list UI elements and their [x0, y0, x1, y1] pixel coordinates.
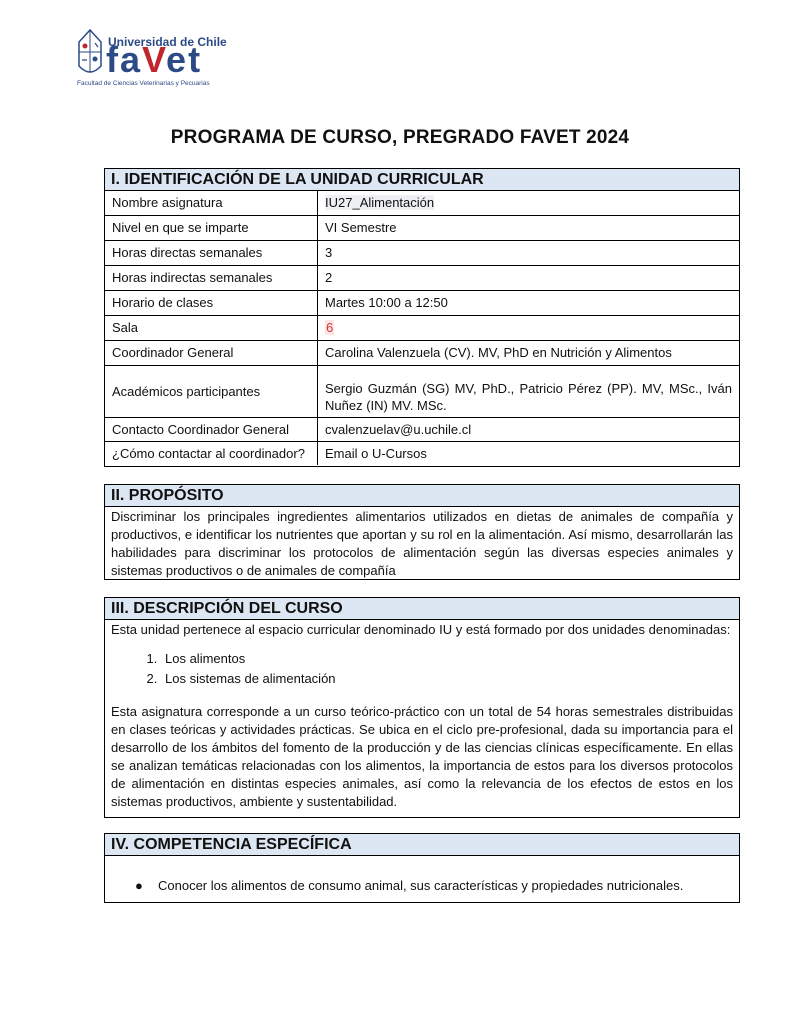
row-label: Coordinador General [105, 340, 318, 365]
description-detail: Esta asignatura corresponde a un curso teórico-práctico con un total de 54 horas semestrales distribuidas en clases teóricas y actividades prácticas. Se ubica en el ciclo pre-profesional, dada su importancia para el desarrollo de los ámbitos del fomento de la producción y de las ciencias clínicas específicamente. En ellas se analizan temáticas relacionadas con los alimentos, la importancia de estos para los diversos protocolos de alimentación en distintas especies animales, así como la relevancia de los efectos de estos en los sistemas productivos, ambiente y sustentabilidad. [111, 704, 733, 809]
room-value: 6 [326, 320, 334, 335]
row-value: VI Semestre [318, 215, 740, 240]
identification-section [104, 168, 740, 467]
course-name-value: IU27_Alimentación [325, 195, 435, 211]
table-row [105, 340, 739, 365]
row-label: Contacto Coordinador General [105, 417, 318, 441]
row-value: 2 [318, 265, 740, 290]
logo-brand-start: fa [106, 39, 143, 80]
competence-text: Conocer los alimentos de consumo animal, sus características y propiedades nutricionales. [158, 878, 684, 893]
university-crest-icon [77, 28, 103, 80]
list-item: 2. Los sistemas de alimentación [161, 669, 733, 689]
row-value: Carolina Valenzuela (CV). MV, PhD en Nutrición y Alimentos [318, 340, 740, 365]
row-label: Nivel en que se imparte [105, 215, 318, 240]
university-logo [77, 28, 237, 90]
description-intro: Esta unidad pertenece al espacio curricular denominado IU y está formado por dos unidades denominadas: [111, 622, 731, 637]
table-row [105, 191, 739, 215]
row-label: Nombre asignatura [105, 191, 318, 215]
row-label: ¿Cómo contactar al coordinador? [105, 441, 318, 465]
competence-section [104, 833, 740, 903]
identification-heading: I. IDENTIFICACIÓN DE LA UNIDAD CURRICULAR [105, 169, 739, 191]
table-row [105, 441, 739, 465]
row-label: Académicos participantes [105, 365, 318, 417]
row-label: Horario de clases [105, 290, 318, 315]
competence-list [105, 877, 739, 895]
table-row [105, 290, 739, 315]
row-value: Email o U-Cursos [318, 441, 740, 465]
units-list [111, 649, 733, 689]
row-label: Sala [105, 315, 318, 340]
list-item: 1. Los alimentos [161, 649, 733, 669]
row-value: cvalenzuelav@u.uchile.cl [318, 417, 740, 441]
table-row [105, 315, 739, 340]
row-value: Sergio Guzmán (SG) MV, PhD., Patricio Pérez (PP). MV, MSc., Iván Nuñez (IN) MV. MSc. [318, 365, 740, 417]
list-item [105, 877, 739, 895]
description-content [105, 620, 739, 814]
logo-university-name: Universidad de Chile [108, 35, 227, 49]
competence-heading: IV. COMPETENCIA ESPECÍFICA [105, 834, 739, 856]
bullet-icon: ● [135, 878, 143, 893]
table-row [105, 417, 739, 441]
table-row [105, 215, 739, 240]
row-label: Horas directas semanales [105, 240, 318, 265]
description-section [104, 597, 740, 818]
row-value: 3 [318, 240, 740, 265]
row-value [318, 315, 740, 340]
purpose-text: Discriminar los principales ingredientes alimentarios utilizados en dietas de animales de compañía y productivos, e identificar los nutrientes que aportan y su rol en la alimentación. Así mismo, desarrollarán las habilidades para discriminar los protocolos de alimentación según las diversas especies animales y sistemas productivos o de animales de compañía [111, 509, 733, 578]
identification-table [105, 191, 739, 465]
page-title: PROGRAMA DE CURSO, PREGRADO FAVET 2024 [170, 127, 630, 148]
row-value [318, 191, 740, 215]
row-value: Martes 10:00 a 12:50 [318, 290, 740, 315]
purpose-heading: II. PROPÓSITO [105, 485, 739, 507]
logo-faculty-name: Facultad de Ciencias Veterinarias y Pecuarias [77, 80, 210, 87]
table-row [105, 265, 739, 290]
table-row [105, 240, 739, 265]
row-label: Horas indirectas semanales [105, 265, 318, 290]
logo-brand-accent: V [142, 39, 167, 80]
purpose-section [104, 484, 740, 580]
logo-brand-end: et [166, 39, 203, 80]
description-heading: III. DESCRIPCIÓN DEL CURSO [105, 598, 739, 620]
table-row [105, 365, 739, 417]
